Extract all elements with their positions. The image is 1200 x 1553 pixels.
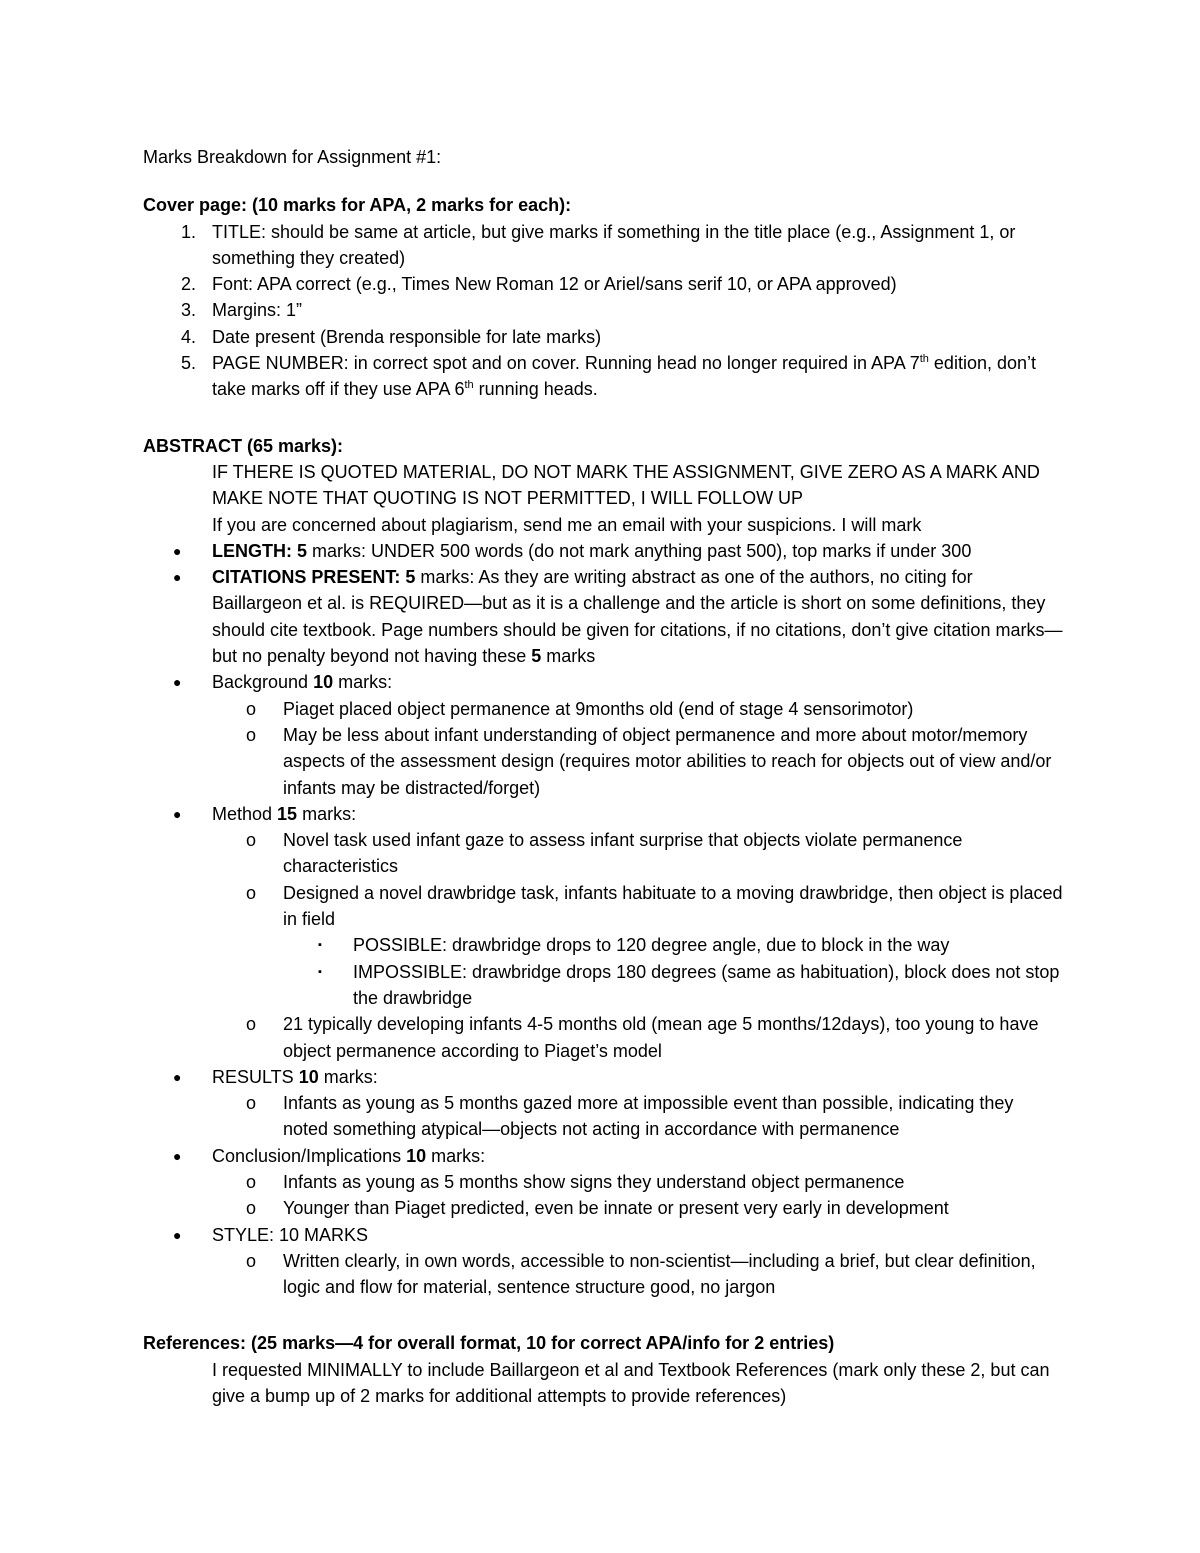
criteria-item-results	[143, 1064, 1063, 1090]
sub-item-text: Infants as young as 5 months gazed more at impossible event than possible, indicating they noted something atypical—objects not acting in accordance with permanence	[283, 1093, 1014, 1140]
superscript: th	[464, 379, 474, 392]
sub-item	[143, 1195, 1063, 1221]
circle-bullet-icon: o	[246, 882, 257, 903]
spacer	[143, 403, 1063, 433]
sub-item	[143, 722, 1063, 801]
criteria-text: marks: UNDER 500 words (do not mark anything past 500), top marks if under 300	[307, 540, 972, 561]
circle-bullet-icon: o	[246, 1171, 257, 1192]
sub-item-text: Piaget placed object permanence at 9months old (end of stage 4 sensorimotor)	[283, 698, 914, 719]
list-number: 5.	[181, 353, 197, 374]
criteria-text: marks: As they are writing abstract as one of the authors, no citing for Baillargeon et al. is REQUIRED—but as it is a challenge and the article is short on some definitions, they should cite textbook. Page numbers should be given for citations, if no citations, don’t give citation marks—but no penalty beyond not having these	[212, 567, 1063, 667]
criteria-label: LENGTH:	[212, 540, 292, 561]
cover-item-text: Date present (Brenda responsible for late marks)	[212, 326, 602, 347]
sub-sub-item	[143, 932, 1063, 958]
sub-item-text: Novel task used infant gaze to assess infant surprise that objects violate permanence characteristics	[283, 830, 963, 877]
criteria-marks: 5	[531, 646, 542, 667]
list-number: 3.	[181, 300, 197, 321]
criteria-marks: 5	[405, 567, 416, 588]
sub-sub-item-text: IMPOSSIBLE: drawbridge drops 180 degrees (same as habituation), block does not stop the drawbridge	[353, 961, 1060, 1008]
sub-item	[143, 1090, 1063, 1143]
cover-heading: Cover page: (10 marks for APA, 2 marks for each):	[143, 195, 572, 216]
sub-item	[143, 1169, 1063, 1195]
criteria-suffix: marks:	[426, 1145, 486, 1166]
cover-item-text: Font: APA correct (e.g., Times New Roman 12 or Ariel/sans serif 10, or APA approved)	[212, 274, 897, 295]
cover-item	[143, 271, 1063, 297]
criteria-suffix: marks:	[333, 672, 393, 693]
abstract-heading: ABSTRACT (65 marks):	[143, 435, 344, 456]
criteria-text: marks	[541, 646, 596, 667]
square-bullet-icon: ▪	[318, 965, 322, 978]
cover-item	[143, 297, 1063, 323]
bullet-icon: ●	[173, 569, 182, 586]
references-text: I requested MINIMALLY to include Baillargeon et al and Textbook References (mark only these 2, but can give a bump up of 2 marks for additional attempts to provide references)	[212, 1359, 1050, 1407]
criteria-label: STYLE: 10 MARKS	[212, 1224, 369, 1245]
bullet-icon: ●	[173, 674, 182, 691]
criteria-suffix: marks:	[318, 1066, 378, 1087]
sub-item-text: 21 typically developing infants 4-5 months old (mean age 5 months/12days), too young to have object permanence according to Piaget’s model	[283, 1014, 1039, 1061]
criteria-marks: 5	[297, 540, 308, 561]
cover-item-text: TITLE: should be same at article, but give marks if something in the title place (e.g., Assignment 1, or something they created)	[212, 221, 1016, 268]
circle-bullet-icon: o	[246, 1014, 257, 1035]
list-number: 4.	[181, 326, 197, 347]
criteria-marks: 10	[406, 1145, 427, 1166]
sub-item	[143, 696, 1063, 722]
document-page	[143, 144, 1063, 1409]
sub-sub-item	[143, 959, 1063, 1012]
bullet-icon: ●	[173, 1147, 182, 1164]
criteria-item-conclusion	[143, 1143, 1063, 1169]
circle-bullet-icon: o	[246, 1250, 257, 1271]
list-number: 1.	[181, 221, 197, 242]
criteria-label: CITATIONS PRESENT:	[212, 567, 401, 588]
bullet-icon: ●	[173, 805, 182, 822]
bullet-icon: ●	[173, 1226, 182, 1243]
circle-bullet-icon: o	[246, 724, 257, 745]
criteria-label: Conclusion/Implications	[212, 1145, 407, 1166]
sub-item-text: Infants as young as 5 months show signs they understand object permanence	[283, 1171, 905, 1192]
sub-item-text: Younger than Piaget predicted, even be innate or present very early in development	[283, 1198, 949, 1219]
criteria-marks: 10	[313, 672, 334, 693]
sub-item	[143, 1248, 1063, 1301]
cover-item-text-a: PAGE NUMBER: in correct spot and on cover. Running head no longer required in APA 7	[212, 353, 920, 374]
cover-item-text-b: edition, don’t take marks off if they use APA 6	[212, 353, 1036, 400]
sub-item-text: Designed a novel drawbridge task, infants habituate to a moving drawbridge, then object is placed in field	[283, 882, 1063, 930]
sub-item-text: Written clearly, in own words, accessible to non-scientist—including a brief, but clear definition, logic and flow for material, sentence structure good, no jargon	[283, 1250, 1036, 1298]
superscript: th	[919, 353, 929, 366]
circle-bullet-icon: o	[246, 1093, 257, 1114]
abstract-note-quoting: IF THERE IS QUOTED MATERIAL, DO NOT MARK THE ASSIGNMENT, GIVE ZERO AS A MARK AND MAKE NOTE THAT QUOTING IS NOT PERMITTED, I WILL FOLLOW UP	[212, 461, 1040, 509]
abstract-note-plagiarism: If you are concerned about plagiarism, send me an email with your suspicions. I will mark	[212, 514, 922, 535]
spacer	[143, 1300, 1063, 1330]
criteria-item-length	[143, 538, 1063, 564]
criteria-label: Background	[212, 672, 314, 693]
square-bullet-icon: ▪	[318, 939, 322, 952]
document-title: Marks Breakdown for Assignment #1:	[143, 147, 442, 167]
cover-item-text: Margins: 1”	[212, 300, 303, 321]
criteria-item-method	[143, 801, 1063, 827]
cover-item	[143, 219, 1063, 272]
circle-bullet-icon: o	[246, 698, 257, 719]
criteria-label: Method	[212, 803, 278, 824]
references-heading: References: (25 marks—4 for overall format, 10 for correct APA/info for 2 entries)	[143, 1333, 835, 1354]
criteria-marks: 10	[298, 1066, 319, 1087]
spacer	[143, 170, 1063, 192]
criteria-marks: 15	[277, 803, 298, 824]
cover-item-text-c: running heads.	[473, 379, 598, 400]
criteria-item-background	[143, 669, 1063, 695]
sub-item	[143, 1011, 1063, 1064]
criteria-suffix: marks:	[297, 803, 357, 824]
cover-item	[143, 350, 1063, 403]
sub-item-text: May be less about infant understanding of object permanence and more about motor/memory aspects of the assessment design (requires motor abilities to reach for objects out of view and/or infants may be distracted/forget)	[283, 724, 1052, 798]
sub-item	[143, 880, 1063, 933]
circle-bullet-icon: o	[246, 1198, 257, 1219]
list-number: 2.	[181, 274, 197, 295]
cover-item	[143, 324, 1063, 350]
criteria-label: RESULTS	[212, 1066, 299, 1087]
sub-sub-item-text: POSSIBLE: drawbridge drops to 120 degree angle, due to block in the way	[353, 935, 950, 956]
bullet-icon: ●	[173, 542, 182, 559]
bullet-icon: ●	[173, 1068, 182, 1085]
criteria-item-citations	[143, 564, 1063, 669]
criteria-item-style	[143, 1222, 1063, 1248]
sub-item	[143, 827, 1063, 880]
circle-bullet-icon: o	[246, 830, 257, 851]
